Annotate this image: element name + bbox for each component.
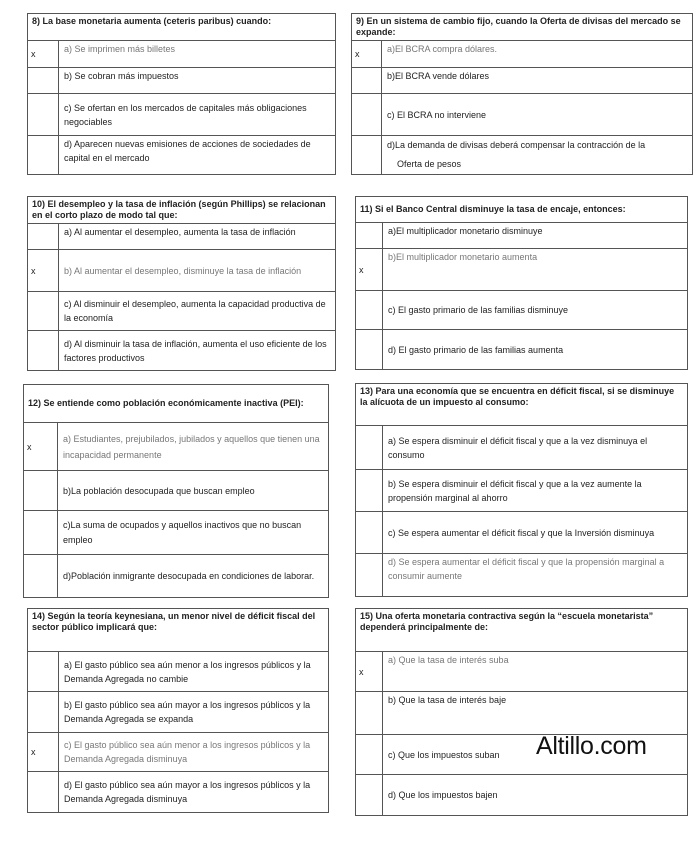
option-text: c) Al disminuir el desempleo, aumenta la capacidad productiva de la economía	[59, 292, 336, 331]
option-row	[28, 692, 329, 733]
question-10-table	[27, 196, 336, 371]
question-title: 15) Una oferta monetaria contractiva según la “escuela monetarista” dependerá principalmente de:	[356, 609, 688, 652]
option-row	[28, 250, 336, 292]
question-title: 9) En un sistema de cambio fijo, cuando la Oferta de divisas del mercado se expande:	[352, 14, 693, 41]
question-title: 13) Para una economía que se encuentra en déficit fiscal, si se disminuye la alícuota de un impuesto al consumo:	[356, 384, 688, 426]
option-text: b) Se cobran más impuestos	[59, 68, 336, 94]
option-text: d) Que los impuestos bajen	[383, 775, 688, 816]
option-row	[356, 512, 688, 554]
question-11-table	[355, 196, 688, 370]
option-row	[356, 470, 688, 512]
question-title: 14) Según la teoría keynesiana, un menor nivel de déficit fiscal del sector público implicará que:	[28, 609, 329, 652]
question-title: 11) Si el Banco Central disminuye la tasa de encaje, entonces:	[356, 197, 688, 223]
answer-mark	[356, 291, 383, 330]
answer-mark	[356, 554, 383, 597]
question-title: 8) La base monetaria aumenta (ceteris paribus) cuando:	[28, 14, 336, 41]
answer-mark	[356, 512, 383, 554]
question-9-table	[351, 13, 693, 175]
option-text: c) El gasto primario de las familias disminuye	[383, 291, 688, 330]
option-text: d)Población inmigrante desocupada en condiciones de laborar.	[58, 555, 329, 598]
answer-mark	[28, 136, 59, 175]
option-row	[356, 330, 688, 370]
option-text: c)La suma de ocupados y aquellos inactivos que no buscan empleo	[58, 511, 329, 555]
answer-mark	[356, 426, 383, 470]
option-row	[28, 136, 336, 175]
option-text: b) Al aumentar el desempleo, disminuye la tasa de inflación	[59, 250, 336, 292]
option-text: d) El gasto público sea aún mayor a los ingresos públicos y la Demanda Agregada disminuya	[59, 772, 329, 813]
option-text: a) Al aumentar el desempleo, aumenta la tasa de inflación	[59, 224, 336, 250]
question-14-table	[27, 608, 329, 813]
answer-mark	[28, 772, 59, 813]
answer-mark: x	[28, 41, 59, 68]
option-row	[356, 652, 688, 692]
answer-mark	[352, 94, 382, 136]
option-text: b)El BCRA vende dólares	[382, 68, 693, 94]
option-text: a)El BCRA compra dólares.	[382, 41, 693, 68]
option-text: d) Al disminuir la tasa de inflación, aumenta el uso eficiente de los factores productivos	[59, 331, 336, 371]
option-text: a) Que la tasa de interés suba	[383, 652, 688, 692]
option-row	[356, 291, 688, 330]
option-text: d) Se espera aumentar el déficit fiscal y que la propensión marginal a consumir aumente	[383, 554, 688, 597]
option-row	[352, 68, 693, 94]
option-row	[24, 511, 329, 555]
option-text: c) El gasto público sea aún menor a los ingresos públicos y la Demanda Agregada disminuya	[59, 733, 329, 772]
answer-mark	[352, 68, 382, 94]
option-text: c) Se espera aumentar el déficit fiscal y que la Inversión disminuya	[383, 512, 688, 554]
question-title: 10) El desempleo y la tasa de inflación (según Phillips) se relacionan en el corto plazo de modo tal que:	[28, 197, 336, 224]
question-8-table	[27, 13, 336, 175]
option-row	[28, 68, 336, 94]
option-text: c) Que los impuestos suban	[383, 735, 688, 775]
option-row	[24, 471, 329, 511]
answer-mark: x	[28, 733, 59, 772]
option-row	[352, 41, 693, 68]
option-text: a) Se imprimen más billetes	[59, 41, 336, 68]
answer-mark	[24, 511, 58, 555]
option-text: a) El gasto público sea aún menor a los ingresos públicos y la Demanda Agregada no cambie	[59, 652, 329, 692]
option-text: b)El multiplicador monetario aumenta	[383, 249, 688, 291]
option-row	[24, 423, 329, 471]
option-row	[28, 733, 329, 772]
question-title: 12) Se entiende como población económicamente inactiva (PEI):	[24, 385, 329, 423]
option-row	[356, 223, 688, 249]
answer-mark	[356, 775, 383, 816]
answer-mark	[24, 471, 58, 511]
option-row	[28, 41, 336, 68]
answer-mark: x	[352, 41, 382, 68]
question-12-table	[23, 384, 329, 598]
option-row	[356, 692, 688, 735]
option-row	[28, 331, 336, 371]
answer-mark	[28, 94, 59, 136]
answer-mark	[28, 68, 59, 94]
option-row	[356, 775, 688, 816]
question-15-table	[355, 608, 688, 816]
answer-mark: x	[356, 652, 383, 692]
option-text: d) El gasto primario de las familias aumenta	[383, 330, 688, 370]
option-row	[28, 94, 336, 136]
answer-mark: x	[24, 423, 58, 471]
answer-mark	[356, 330, 383, 370]
answer-mark	[352, 136, 382, 175]
option-text: b) Se espera disminuir el déficit fiscal y que a la vez aumente la propensión marginal al ahorro	[383, 470, 688, 512]
answer-mark	[356, 692, 383, 735]
option-row	[356, 249, 688, 291]
option-text: c) Se ofertan en los mercados de capitales más obligaciones negociables	[59, 94, 336, 136]
answer-mark: x	[356, 249, 383, 291]
option-text: b) El gasto público sea aún mayor a los ingresos públicos y la Demanda Agregada se expanda	[59, 692, 329, 733]
option-text: d) Aparecen nuevas emisiones de acciones de sociedades de capital en el mercado	[59, 136, 336, 175]
option-text: b) Que la tasa de interés baje	[383, 692, 688, 735]
answer-mark	[28, 652, 59, 692]
option-row	[28, 772, 329, 813]
option-row	[28, 224, 336, 250]
option-row	[356, 554, 688, 597]
watermark-text: Altillo.com	[536, 732, 647, 760]
answer-mark	[28, 331, 59, 371]
option-row	[356, 426, 688, 470]
answer-mark	[24, 555, 58, 598]
option-text: c) El BCRA no interviene	[382, 94, 693, 136]
option-text: b)La población desocupada que buscan empleo	[58, 471, 329, 511]
answer-mark	[356, 735, 383, 775]
answer-mark	[356, 223, 383, 249]
option-row	[352, 94, 693, 136]
option-row	[24, 555, 329, 598]
option-row	[28, 292, 336, 331]
option-text-line-2: Oferta de pesos	[397, 159, 462, 169]
answer-mark	[356, 470, 383, 512]
option-text: a) Estudiantes, prejubilados, jubilados y aquellos que tienen una incapacidad permanente	[58, 423, 329, 471]
option-text	[382, 136, 693, 175]
option-text: a) Se espera disminuir el déficit fiscal y que a la vez disminuya el consumo	[383, 426, 688, 470]
option-text: a)El multiplicador monetario disminuye	[383, 223, 688, 249]
option-row	[352, 136, 693, 175]
answer-mark	[28, 224, 59, 250]
question-13-table	[355, 383, 688, 597]
option-row	[28, 652, 329, 692]
answer-mark	[28, 292, 59, 331]
answer-mark	[28, 692, 59, 733]
answer-mark: x	[28, 250, 59, 292]
option-text-line-1: d)La demanda de divisas deberá compensar la contracción de la	[387, 140, 646, 150]
